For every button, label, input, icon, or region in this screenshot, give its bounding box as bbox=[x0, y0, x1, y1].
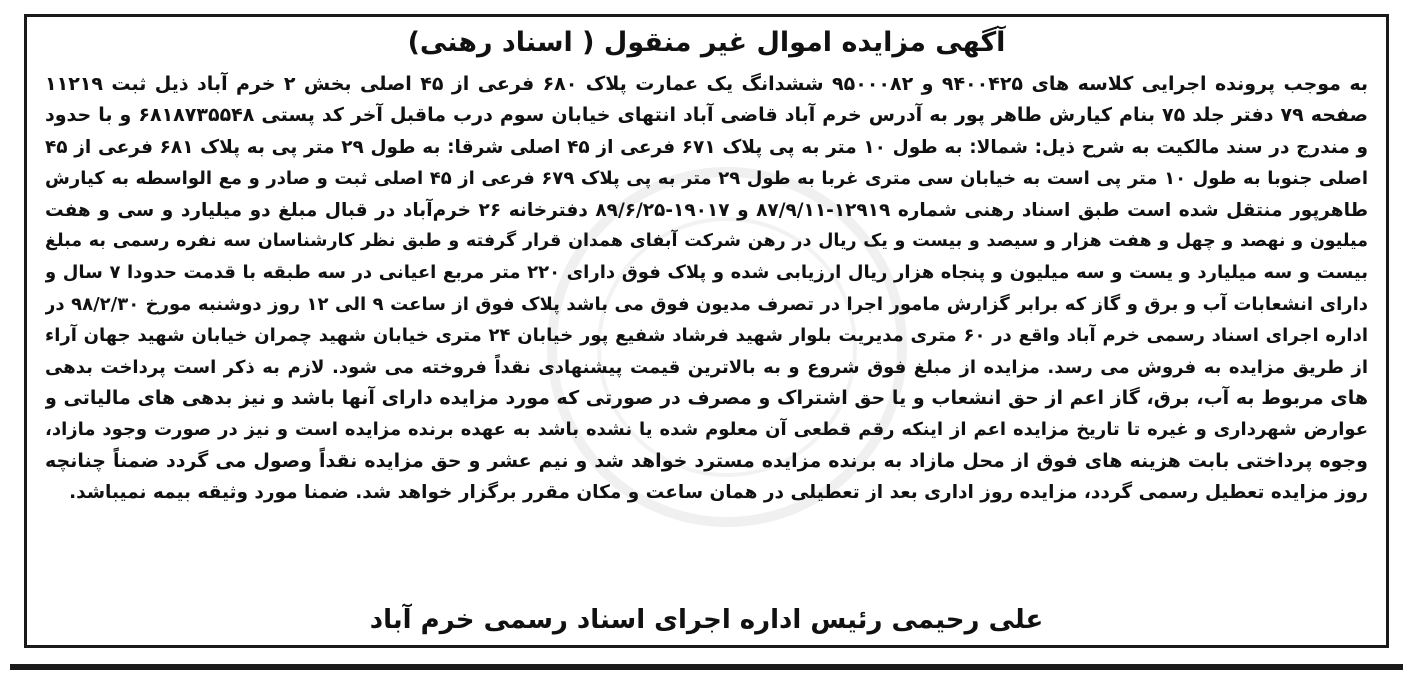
body-line: صفحه ۷۹ دفتر جلد ۷۵ بنام کیارش طاهر پور به آدرس خرم آباد قاضی آباد انتهای خیابان سوم درب ماقبل آخر کد پستی ۶۸۱۸۷۳۵۵۴۸ و با حدود bbox=[45, 104, 1368, 127]
notice-title: آگهی مزایده اموال غیر منقول ( اسناد رهنی) bbox=[407, 27, 1006, 58]
body-line: روز مزایده تعطیل رسمی گردد، مزایده روز اداری بعد از تعطیلی در همان ساعت و مکان مقرر برگزار خواهد شد. ضمنا مورد وثیقه بیمه نمیباشد. bbox=[69, 482, 1368, 504]
body-line: میلیون و نهصد و چهل و هفت هزار و سیصد و بیست و یک ریال در رهن شرکت آبفای همدان قرار گرفته و طبق نظر کارشناسان سه نفره رسمی به مبلغ bbox=[45, 230, 1368, 251]
body-line: از طریق مزایده به فروش می رسد. مزایده از مبلغ فوق شروع و به بالاترین قیمت پیشنهادی نقداً فروخته می شود. لازم به ذکر است پرداخت بدهی bbox=[45, 356, 1368, 378]
bottom-divider bbox=[10, 664, 1403, 670]
body-line: اداره اجرای اسناد رسمی خرم آباد واقع در ۶۰ متری مدیریت بلوار شهید فرشاد شفیع پور خیابان ۲۴ متری خیابان شهید چمران خیابان شهید جهان آراء bbox=[45, 325, 1368, 347]
body-line: های مربوط به آب، برق، گاز اعم از حق انشعاب و یا حق اشتراک و مصرف در صورتی که مورد مزایده دارای آنها باشد و نیز بدهی های مالیاتی و bbox=[45, 386, 1368, 409]
body-line: و مندرج در سند مالکیت به شرح ذیل: شمالا: به طول ۱۰ متر به پی پلاک ۶۷۱ فرعی از ۴۵ اصلی شرقا: به طول ۲۹ متر پی به پلاک ۶۸۱ فرعی از ۴۵ bbox=[45, 136, 1368, 158]
body-line: عوارض شهرداری و غیره تا تاریخ مزایده اعم از اینکه رقم قطعی آن معلوم شده یا نشده باشد به عهده برنده مزایده است و نیز در صورت وجود مازاد، bbox=[45, 419, 1368, 441]
notice-body bbox=[45, 69, 1368, 508]
body-line: وجوه پرداختی بابت هزینه های فوق از محل مازاد به برنده مزایده مسترد خواهد شد و نیم عشر و حق مزایده نقداً وصول می گردد ضمناً چنانچه bbox=[45, 449, 1368, 472]
body-line: به موجب پرونده اجرایی کلاسه های ۹۴۰۰۴۲۵ و ۹۵۰۰۰۸۲ ششدانگ یک عمارت پلاک ۶۸۰ فرعی از ۴۵ اصلی بخش ۲ خرم آباد ذیل ثبت ۱۱۲۱۹ bbox=[45, 73, 1368, 95]
notice-frame bbox=[24, 14, 1389, 648]
body-line: طاهرپور منتقل شده است طبق اسناد رهنی شماره ۱۲۹۱۹-۸۷/۹/۱۱ و ۱۹۰۱۷-۸۹/۶/۲۵ دفترخانه ۲۶ خرم‌آباد در قبال مبلغ دو میلیارد و سی و هفت bbox=[45, 199, 1368, 221]
body-line: دارای انشعابات آب و برق و گاز که برابر گزارش مامور اجرا در تصرف مدیون فوق می باشد پلاک فوق از ساعت ۹ الی ۱۲ روز دوشنبه مورخ ۹۸/۲/۳۰ در bbox=[45, 293, 1368, 315]
notice-signature: علی رحیمی رئیس اداره اجرای اسناد رسمی خرم آباد bbox=[369, 605, 1044, 635]
body-line: اصلی جنوبا به طول ۱۰ متر پی است به خیابان سی متری غربا به طول ۲۹ متر به پی پلاک ۶۷۹ فرعی از ۴۵ اصلی ثبت و صادر و مع الواسطه به کیارش bbox=[45, 168, 1368, 190]
body-line: بیست و سه میلیارد و یست و سه میلیون و پنجاه هزار ریال ارزیابی شده و پلاک فوق دارای ۲۲۰ متر مربع اعیانی در سه طبقه با قدمت حدودا ۷ سال و bbox=[45, 262, 1368, 284]
